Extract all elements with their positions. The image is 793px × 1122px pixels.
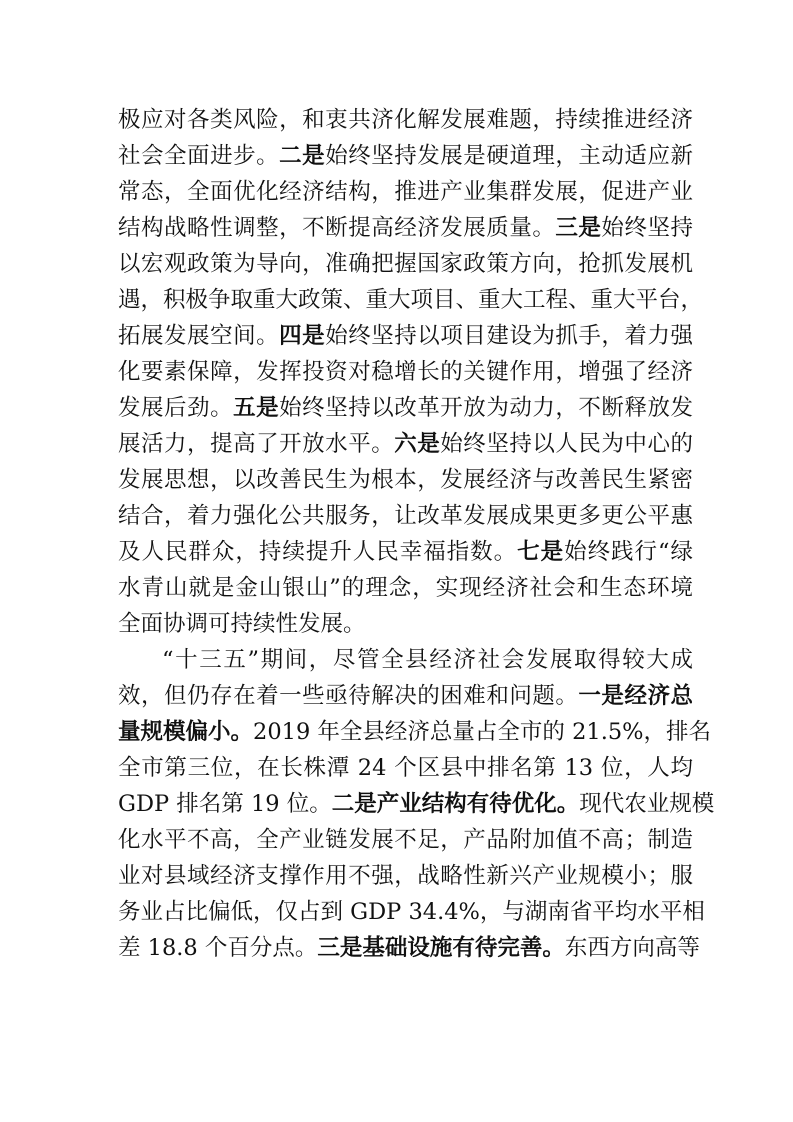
text-line: 结合，着力强化公共服务，让改革发展成果更多更公平惠 xyxy=(118,503,693,529)
text-line: 业对县域经济支撑作用不强，战略性新兴产业规模小；服 xyxy=(118,863,693,889)
text-line: 差 18.8 个百分点。三是基础设施有待完善。东西方向高等 xyxy=(118,935,700,961)
text-line: 效，但仍存在着一些亟待解决的困难和问题。一是经济总 xyxy=(118,683,693,709)
text-line: 拓展发展空间。四是始终坚持以项目建设为抓手，着力强 xyxy=(118,323,693,349)
text-line: GDP 排名第 19 位。二是产业结构有待优化。现代农业规模 xyxy=(118,791,715,817)
text-line: 常态，全面优化经济结构，推进产业集群发展，促进产业 xyxy=(118,179,693,205)
text-line: 务业占比偏低，仅占到 GDP 34.4%，与湖南省平均水平相 xyxy=(118,899,705,925)
text-line: 结构战略性调整，不断提高经济发展质量。三是始终坚持 xyxy=(118,215,693,241)
text-line: 及人民群众，持续提升人民幸福指数。七是始终践行“绿 xyxy=(118,539,693,565)
text-line: 水青山就是金山银山”的理念，实现经济社会和生态环境 xyxy=(118,575,693,601)
text-line: 量规模偏小。2019 年全县经济总量占全市的 21.5%，排名 xyxy=(118,719,712,745)
text-line: 全面协调可持续性发展。 xyxy=(118,611,366,637)
text-line: 展活力，提高了开放水平。六是始终坚持以人民为中心的 xyxy=(118,431,693,457)
text-line: 遇，积极争取重大政策、重大项目、重大工程、重大平台， xyxy=(118,287,704,313)
text-line: 化要素保障，发挥投资对稳增长的关键作用，增强了经济 xyxy=(118,359,693,385)
paragraph-first-line: “十三五”期间，尽管全县经济社会发展取得较大成 xyxy=(162,647,693,673)
text-line: 化水平不高，全产业链发展不足，产品附加值不高；制造 xyxy=(118,827,693,853)
text-line: 社会全面进步。二是始终坚持发展是硬道理，主动适应新 xyxy=(118,143,693,169)
text-line: 发展思想，以改善民生为根本，发展经济与改善民生紧密 xyxy=(118,467,693,493)
text-line: 以宏观政策为导向，准确把握国家政策方向，抢抓发展机 xyxy=(118,251,693,277)
text-line: 发展后劲。五是始终坚持以改革开放为动力，不断释放发 xyxy=(118,395,693,421)
text-line: 极应对各类风险，和衷共济化解发展难题，持续推进经济 xyxy=(118,107,693,133)
text-line: 全市第三位，在长株潭 24 个区县中排名第 13 位，人均 xyxy=(118,755,693,781)
